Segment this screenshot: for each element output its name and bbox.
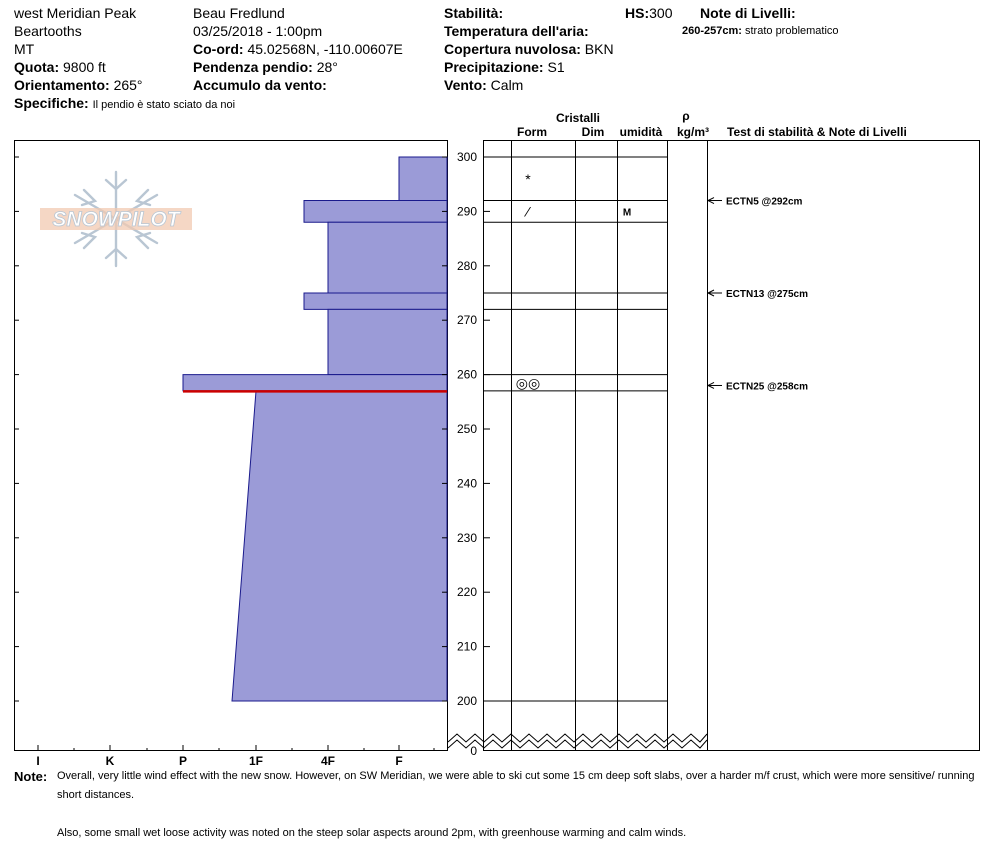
height-tick-label: 290 — [456, 204, 477, 219]
height-tick-label: 240 — [456, 476, 477, 491]
snowpilot-logo — [40, 172, 192, 266]
form-header: Form — [517, 125, 547, 139]
slope-value: 28° — [316, 59, 338, 75]
elevation-value: 9800 ft — [63, 59, 106, 75]
profile-layer — [399, 157, 447, 201]
table-columns — [512, 140, 708, 750]
crystal-table-frame — [484, 141, 980, 751]
height-tick-label: 250 — [456, 422, 477, 436]
hs-label: HS: — [625, 5, 650, 21]
hardness-tick-label: I — [36, 754, 40, 768]
layer-symbols — [516, 171, 631, 391]
profile-layer — [328, 309, 447, 374]
height-tick-label: 300 — [456, 150, 477, 164]
stability-tests — [708, 197, 808, 393]
hardness-tick-label: 1F — [248, 754, 264, 768]
crystal-form-symbol: * — [525, 170, 531, 187]
precip-label: Precipitazione: — [444, 59, 544, 75]
dim-header: Dim — [581, 125, 605, 139]
layer-notes-title: Note di Livelli: — [700, 5, 796, 21]
crystals-header: Cristalli — [555, 111, 601, 125]
test-label: ECTN5 @292cm — [726, 196, 803, 208]
wind-loading-label: Accumulo da vento: — [193, 77, 327, 93]
height-tick-label: 210 — [456, 639, 477, 654]
notes-label: Note: — [14, 769, 48, 784]
layer-note-depth: 260-257cm: — [682, 25, 742, 37]
hs-value: 300 — [649, 5, 673, 21]
cloud-value: BKN — [584, 41, 614, 57]
hardness-tick-label: P — [178, 754, 188, 768]
height-tick-label: 280 — [456, 258, 477, 273]
location-name: west Meridian Peak — [14, 5, 137, 21]
profile-layer — [183, 375, 447, 391]
notes-line-2: Also, some small wet loose activity was noted on the steep solar aspects around 2pm, with greenhouse warming and calm winds. — [57, 827, 687, 839]
state: MT — [14, 41, 35, 57]
hardness-tick-label: K — [105, 754, 115, 768]
density-unit-header: kg/m³ — [676, 125, 710, 139]
mountain-range: Beartooths — [14, 23, 82, 39]
moisture-value: M — [622, 207, 632, 219]
observer-name: Beau Fredlund — [193, 5, 285, 21]
profile-layer — [304, 201, 447, 223]
profile-layer — [328, 222, 447, 293]
height-tick-label: 260 — [456, 367, 477, 382]
stability-label: Stabilità: — [444, 5, 504, 21]
height-tick-label: 230 — [456, 530, 477, 545]
aspect-value: 265° — [113, 77, 143, 93]
test-label: ECTN25 @258cm — [726, 381, 809, 393]
profile-layer — [304, 293, 447, 309]
notes-line-1: Overall, very little wind effect with the new snow. However, on SW Meridian, we were able to ski cut some 15 cm deep soft slabs, over a harder m/f crust, which were more sensitive/ running short distances. — [57, 770, 975, 801]
height-tick-label: 200 — [456, 694, 477, 708]
notes-text — [57, 767, 987, 843]
test-label: ECTN13 @275cm — [726, 289, 809, 300]
hardness-tick-label: F — [395, 754, 403, 768]
precip-value: S1 — [547, 59, 565, 75]
height-tick-label: 220 — [456, 585, 477, 600]
axis-break-zigzag-bottom — [448, 740, 707, 748]
cloud-label: Copertura nuvolosa: — [444, 41, 581, 57]
hardness-profile — [183, 157, 447, 701]
specifics-label: Specifiche: — [14, 95, 89, 111]
height-tick-label: 270 — [456, 313, 477, 328]
moisture-header: umidità — [619, 125, 663, 139]
axis-break-zigzag-top — [448, 734, 707, 742]
layer-note-text: strato problematico — [745, 25, 839, 37]
specifics-value: Il pendio è stato sciato da noi — [92, 99, 236, 111]
wind-value: Calm — [490, 77, 524, 93]
hardness-tick-label: 4F — [320, 754, 336, 768]
logo-text: SNOWPILOT — [52, 208, 180, 231]
tests-header: Test di stabilità & Note di Livelli — [727, 125, 907, 139]
crystal-form-symbol: ◎◎ — [515, 374, 541, 391]
wind-label: Vento: — [444, 77, 487, 93]
coords-value: 45.02568N, -110.00607E — [247, 41, 403, 57]
air-temp-label: Temperatura dell'aria: — [444, 23, 589, 39]
rho-header: ρ — [682, 109, 690, 123]
profile-layer — [232, 391, 447, 701]
elevation-label: Quota: — [14, 59, 60, 75]
crystal-form-symbol: ⁄ — [526, 203, 530, 220]
coords-label: Co-ord: — [193, 41, 244, 57]
observation-datetime: 03/25/2018 - 1:00pm — [193, 23, 323, 39]
hardness-axis — [36, 745, 434, 768]
aspect-label: Orientamento: — [14, 77, 110, 93]
slope-label: Pendenza pendio: — [193, 59, 313, 75]
height-tick-label: 0 — [470, 744, 477, 758]
